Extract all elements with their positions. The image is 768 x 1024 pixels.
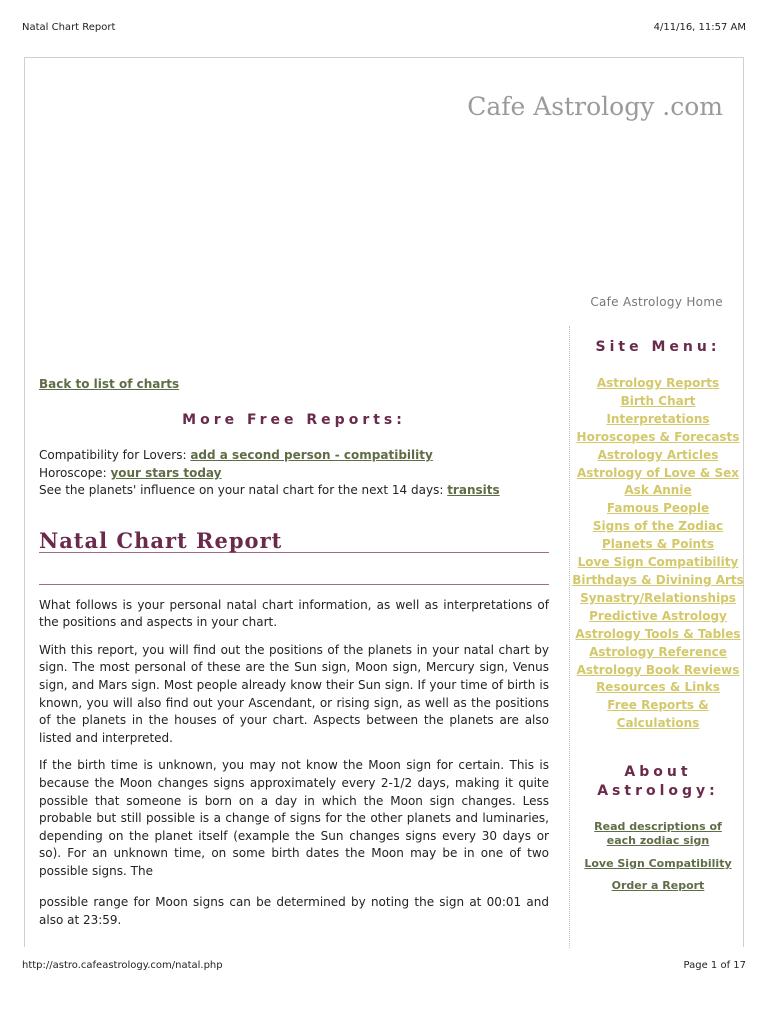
print-page-title: Natal Chart Report: [22, 22, 116, 33]
menu-item-free-reports-calculations[interactable]: Free Reports & Calculations: [607, 698, 709, 731]
page-frame: [24, 57, 744, 947]
love-compatibility-link[interactable]: Love Sign Compatibility: [584, 857, 732, 870]
zodiac-descriptions-link[interactable]: Read descriptions of each zodiac sign: [594, 820, 722, 847]
menu-item-love-sign-compatibility[interactable]: Love Sign Compatibility: [577, 555, 739, 570]
positions-paragraph: With this report, you will find out the positions of the planets in your natal chart by sign. The most personal of these are the Sun sign, Moon sign, Mercury sign, Venus sign, and Mars sign. Most people already know their Sun sign. If your time of birth is known, you will also find out your Ascendant, or rising sign, as well as the positions of the planets in the houses of your chart. Aspects between the planets are also listed and interpreted.: [39, 642, 549, 745]
free-report-row: [39, 465, 549, 483]
menu-item-famous-people[interactable]: Famous People: [606, 501, 710, 516]
menu-item-astrology-reports[interactable]: Astrology Reports: [596, 376, 720, 390]
menu-item-predictive-astrology[interactable]: Predictive Astrology: [589, 608, 727, 623]
report-title: Natal Chart Report: [39, 532, 549, 553]
free-report-label: See the planets' influence on your natal chart for the next 14 days:: [39, 483, 448, 498]
about-links: [570, 820, 746, 892]
horoscope-link[interactable]: your stars today: [110, 465, 222, 480]
free-report-label: Compatibility for Lovers:: [39, 448, 191, 463]
free-report-row: [39, 482, 549, 500]
menu-item-signs-of-zodiac[interactable]: Signs of the Zodiac: [592, 519, 724, 534]
home-link[interactable]: Cafe Astrology Home: [590, 295, 723, 309]
menu-item-horoscopes-forecasts[interactable]: Horoscopes & Forecasts: [576, 429, 740, 444]
menu-item-astrology-tools-tables[interactable]: Astrology Tools & Tables: [575, 626, 741, 641]
menu-item-resources-links[interactable]: Resources & Links: [596, 680, 720, 695]
print-page-number: Page 1 of 17: [683, 960, 746, 971]
section-divider: [39, 584, 549, 585]
menu-item-birth-chart-interpretations[interactable]: Birth Chart Interpretations: [606, 393, 710, 426]
order-report-link[interactable]: Order a Report: [611, 879, 705, 892]
moon-range-paragraph: possible range for Moon signs can be determined by noting the sign at 00:01 and also at 23:59.: [39, 895, 549, 928]
menu-item-astrology-love-sex[interactable]: Astrology of Love & Sex: [576, 465, 740, 480]
about-astrology-heading: About Astrology:: [597, 764, 719, 799]
sidebar: [569, 326, 746, 948]
main-content: [39, 376, 549, 940]
site-menu: [570, 375, 746, 733]
menu-item-birthdays-divining-arts[interactable]: Birthdays & Divining Arts: [572, 572, 744, 587]
free-report-row: [39, 447, 549, 465]
site-logo-title[interactable]: Cafe Astrology .com: [467, 92, 723, 121]
menu-item-synastry-relationships[interactable]: Synastry/Relationships: [580, 590, 736, 605]
free-report-label: Horoscope:: [39, 465, 111, 480]
menu-item-planets-points[interactable]: Planets & Points: [602, 537, 714, 552]
birth-time-paragraph: If the birth time is unknown, you may not know the Moon sign for certain. This is because the Moon changes signs approximately every 2-1/2 days, making it quite possible that someone is born on a day in which the Moon sign changes. Less probable but still possible is a change of signs for the other planets and luminaries, depending on the planet itself (example the Sun changes signs every 30 days or so). For an unknown time, on some birth dates the Moon may be in one of two possible signs. The: [39, 758, 549, 878]
menu-item-astrology-articles[interactable]: Astrology Articles: [597, 447, 719, 462]
menu-item-ask-annie[interactable]: Ask Annie: [624, 483, 692, 498]
print-url: http://astro.cafeastrology.com/natal.php: [22, 960, 223, 971]
print-footer: [22, 960, 746, 971]
site-menu-heading: Site Menu:: [595, 339, 721, 355]
more-reports-heading: More Free Reports:: [182, 411, 406, 428]
intro-paragraph: What follows is your personal natal chart information, as well as interpretations of the positions and aspects in your chart.: [39, 597, 549, 630]
print-timestamp: 4/11/16, 11:57 AM: [653, 22, 746, 33]
transits-link[interactable]: transits: [447, 483, 500, 498]
menu-item-astrology-reference[interactable]: Astrology Reference: [589, 644, 727, 659]
menu-item-astrology-book-reviews[interactable]: Astrology Book Reviews: [576, 662, 740, 677]
print-header: [22, 22, 746, 33]
back-to-charts-link[interactable]: Back to list of charts: [39, 377, 180, 391]
compatibility-link[interactable]: add a second person - compatibility: [190, 448, 433, 463]
